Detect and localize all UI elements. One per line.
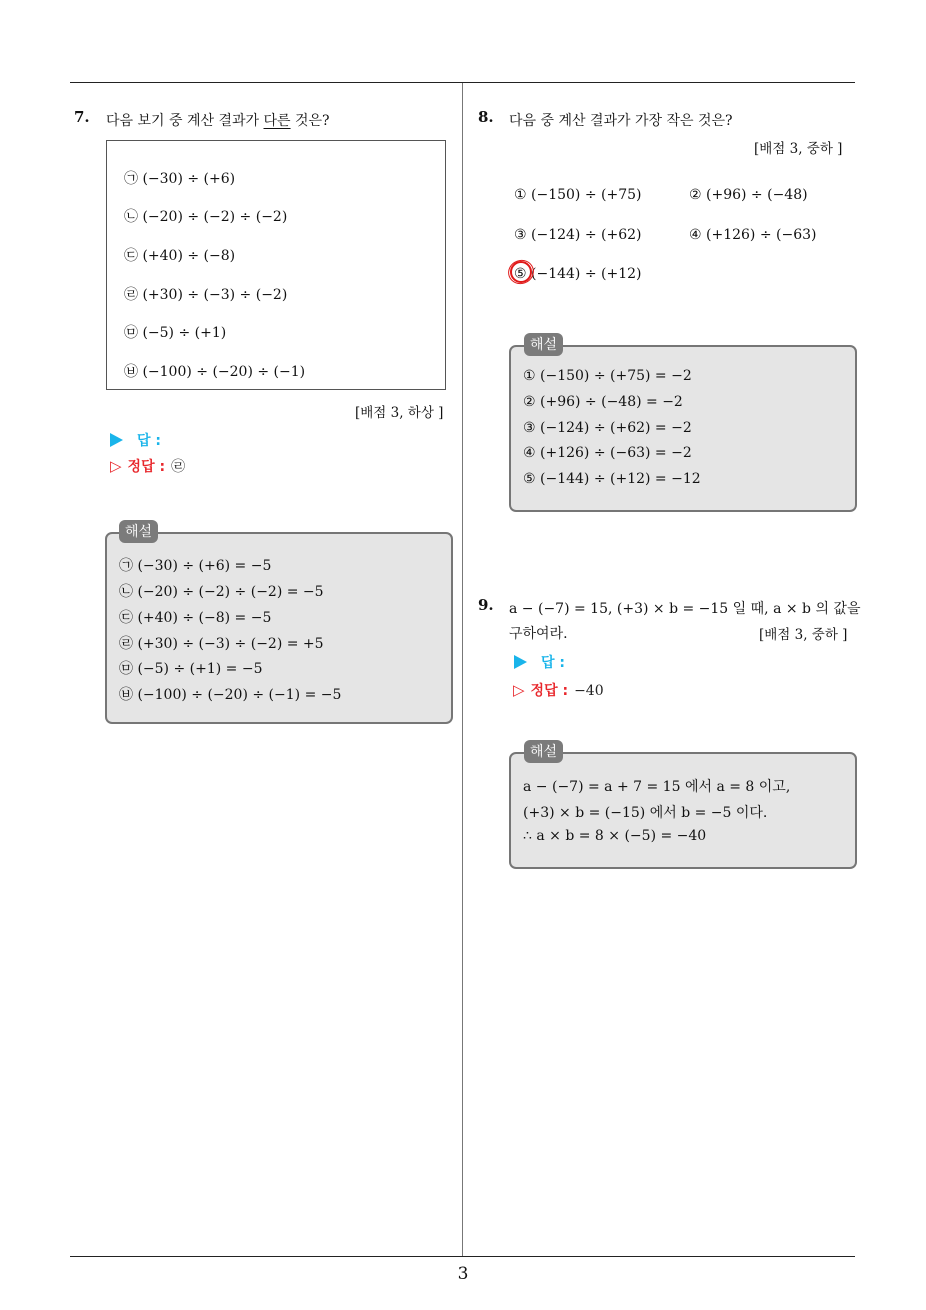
solution-line: ④ (+126) ÷ (−63) = −2	[523, 445, 692, 461]
play-triangle-icon	[514, 655, 527, 669]
question-7-number: 7.	[74, 108, 90, 126]
solution-line: ㉢ (+40) ÷ (−8) = −5	[119, 610, 272, 626]
correct-label: 정답 :	[127, 459, 166, 475]
column-divider	[462, 83, 463, 1256]
solution-line: (+3) × b = (−15) 에서 b = −5 이다.	[523, 805, 768, 821]
solution-line: ③ (−124) ÷ (+62) = −2	[523, 420, 692, 436]
example-item: ㉣ (+30) ÷ (−3) ÷ (−2)	[124, 287, 288, 303]
play-triangle-icon	[110, 433, 123, 447]
solution-line: a − (−7) = a + 7 = 15 에서 a = 8 이고,	[523, 779, 791, 795]
solution-line: ㉡ (−20) ÷ (−2) ÷ (−2) = −5	[119, 584, 324, 600]
open-triangle-icon: ▷	[513, 681, 525, 699]
question-9-number: 9.	[478, 596, 494, 614]
solution-line: ⑤ (−144) ÷ (+12) = −12	[523, 471, 701, 487]
solution-tag: 해설	[524, 333, 563, 356]
choice-2: ② (+96) ÷ (−48)	[689, 187, 808, 203]
choice-4: ④ (+126) ÷ (−63)	[689, 227, 817, 243]
open-triangle-icon: ▷	[110, 457, 122, 475]
question-9-points: [배점 3, 중하 ]	[759, 627, 848, 643]
question-7-points: [배점 3, 하상 ]	[355, 405, 444, 421]
question-9-correct-line	[513, 680, 604, 700]
page-number: 3	[457, 1264, 469, 1284]
question-9-text-line1: a − (−7) = 15, (+3) × b = −15 일 때, a × b 의 값을	[509, 601, 861, 617]
solution-line: ② (+96) ÷ (−48) = −2	[523, 394, 683, 410]
answer-label: 답 :	[137, 433, 161, 449]
solution-tag: 해설	[119, 520, 158, 543]
example-item: ㉠ (−30) ÷ (+6)	[124, 171, 236, 187]
example-item: ㉢ (+40) ÷ (−8)	[124, 248, 236, 264]
question-7-example-box	[106, 140, 446, 390]
correct-value: −40	[574, 683, 604, 699]
question-8-text: 다음 중 계산 결과가 가장 작은 것은?	[509, 113, 733, 129]
question-8-points: [배점 3, 중하 ]	[754, 141, 843, 157]
question-7-answer-line	[110, 430, 161, 450]
example-item: ㉡ (−20) ÷ (−2) ÷ (−2)	[124, 209, 288, 225]
question-7-text	[106, 110, 330, 130]
solution-line: ㉥ (−100) ÷ (−20) ÷ (−1) = −5	[119, 687, 342, 703]
question-7-text-part2: 것은?	[290, 113, 330, 129]
question-9-answer-line	[514, 652, 565, 672]
question-9-text-line2: 구하여라.	[509, 626, 568, 642]
answer-circle-mark-stroke	[505, 256, 538, 287]
bottom-rule	[70, 1256, 855, 1257]
correct-value: ㉣	[171, 459, 186, 475]
choice-3: ③ (−124) ÷ (+62)	[514, 227, 642, 243]
solution-line: ㉠ (−30) ÷ (+6) = −5	[119, 558, 272, 574]
choice-1: ① (−150) ÷ (+75)	[514, 187, 642, 203]
solution-line: ∴ a × b = 8 × (−5) = −40	[523, 828, 707, 844]
question-8-number: 8.	[478, 108, 494, 126]
question-7-correct-line	[110, 456, 185, 476]
solution-tag: 해설	[524, 740, 563, 763]
answer-label: 답 :	[541, 655, 565, 671]
question-7-text-underlined: 다른	[263, 113, 291, 129]
solution-line: ① (−150) ÷ (+75) = −2	[523, 368, 692, 384]
correct-label: 정답 :	[530, 683, 569, 699]
question-9-solution-box	[509, 752, 857, 869]
question-7-text-part1: 다음 보기 중 계산 결과가	[106, 113, 264, 129]
question-7-solution-box	[105, 532, 453, 724]
example-item: ㉥ (−100) ÷ (−20) ÷ (−1)	[124, 364, 306, 380]
solution-line: ㉤ (−5) ÷ (+1) = −5	[119, 661, 263, 677]
solution-line: ㉣ (+30) ÷ (−3) ÷ (−2) = +5	[119, 636, 324, 652]
choice-5: ⑤ (−144) ÷ (+12)	[514, 266, 642, 282]
example-item: ㉤ (−5) ÷ (+1)	[124, 325, 227, 341]
question-8-solution-box	[509, 345, 857, 512]
